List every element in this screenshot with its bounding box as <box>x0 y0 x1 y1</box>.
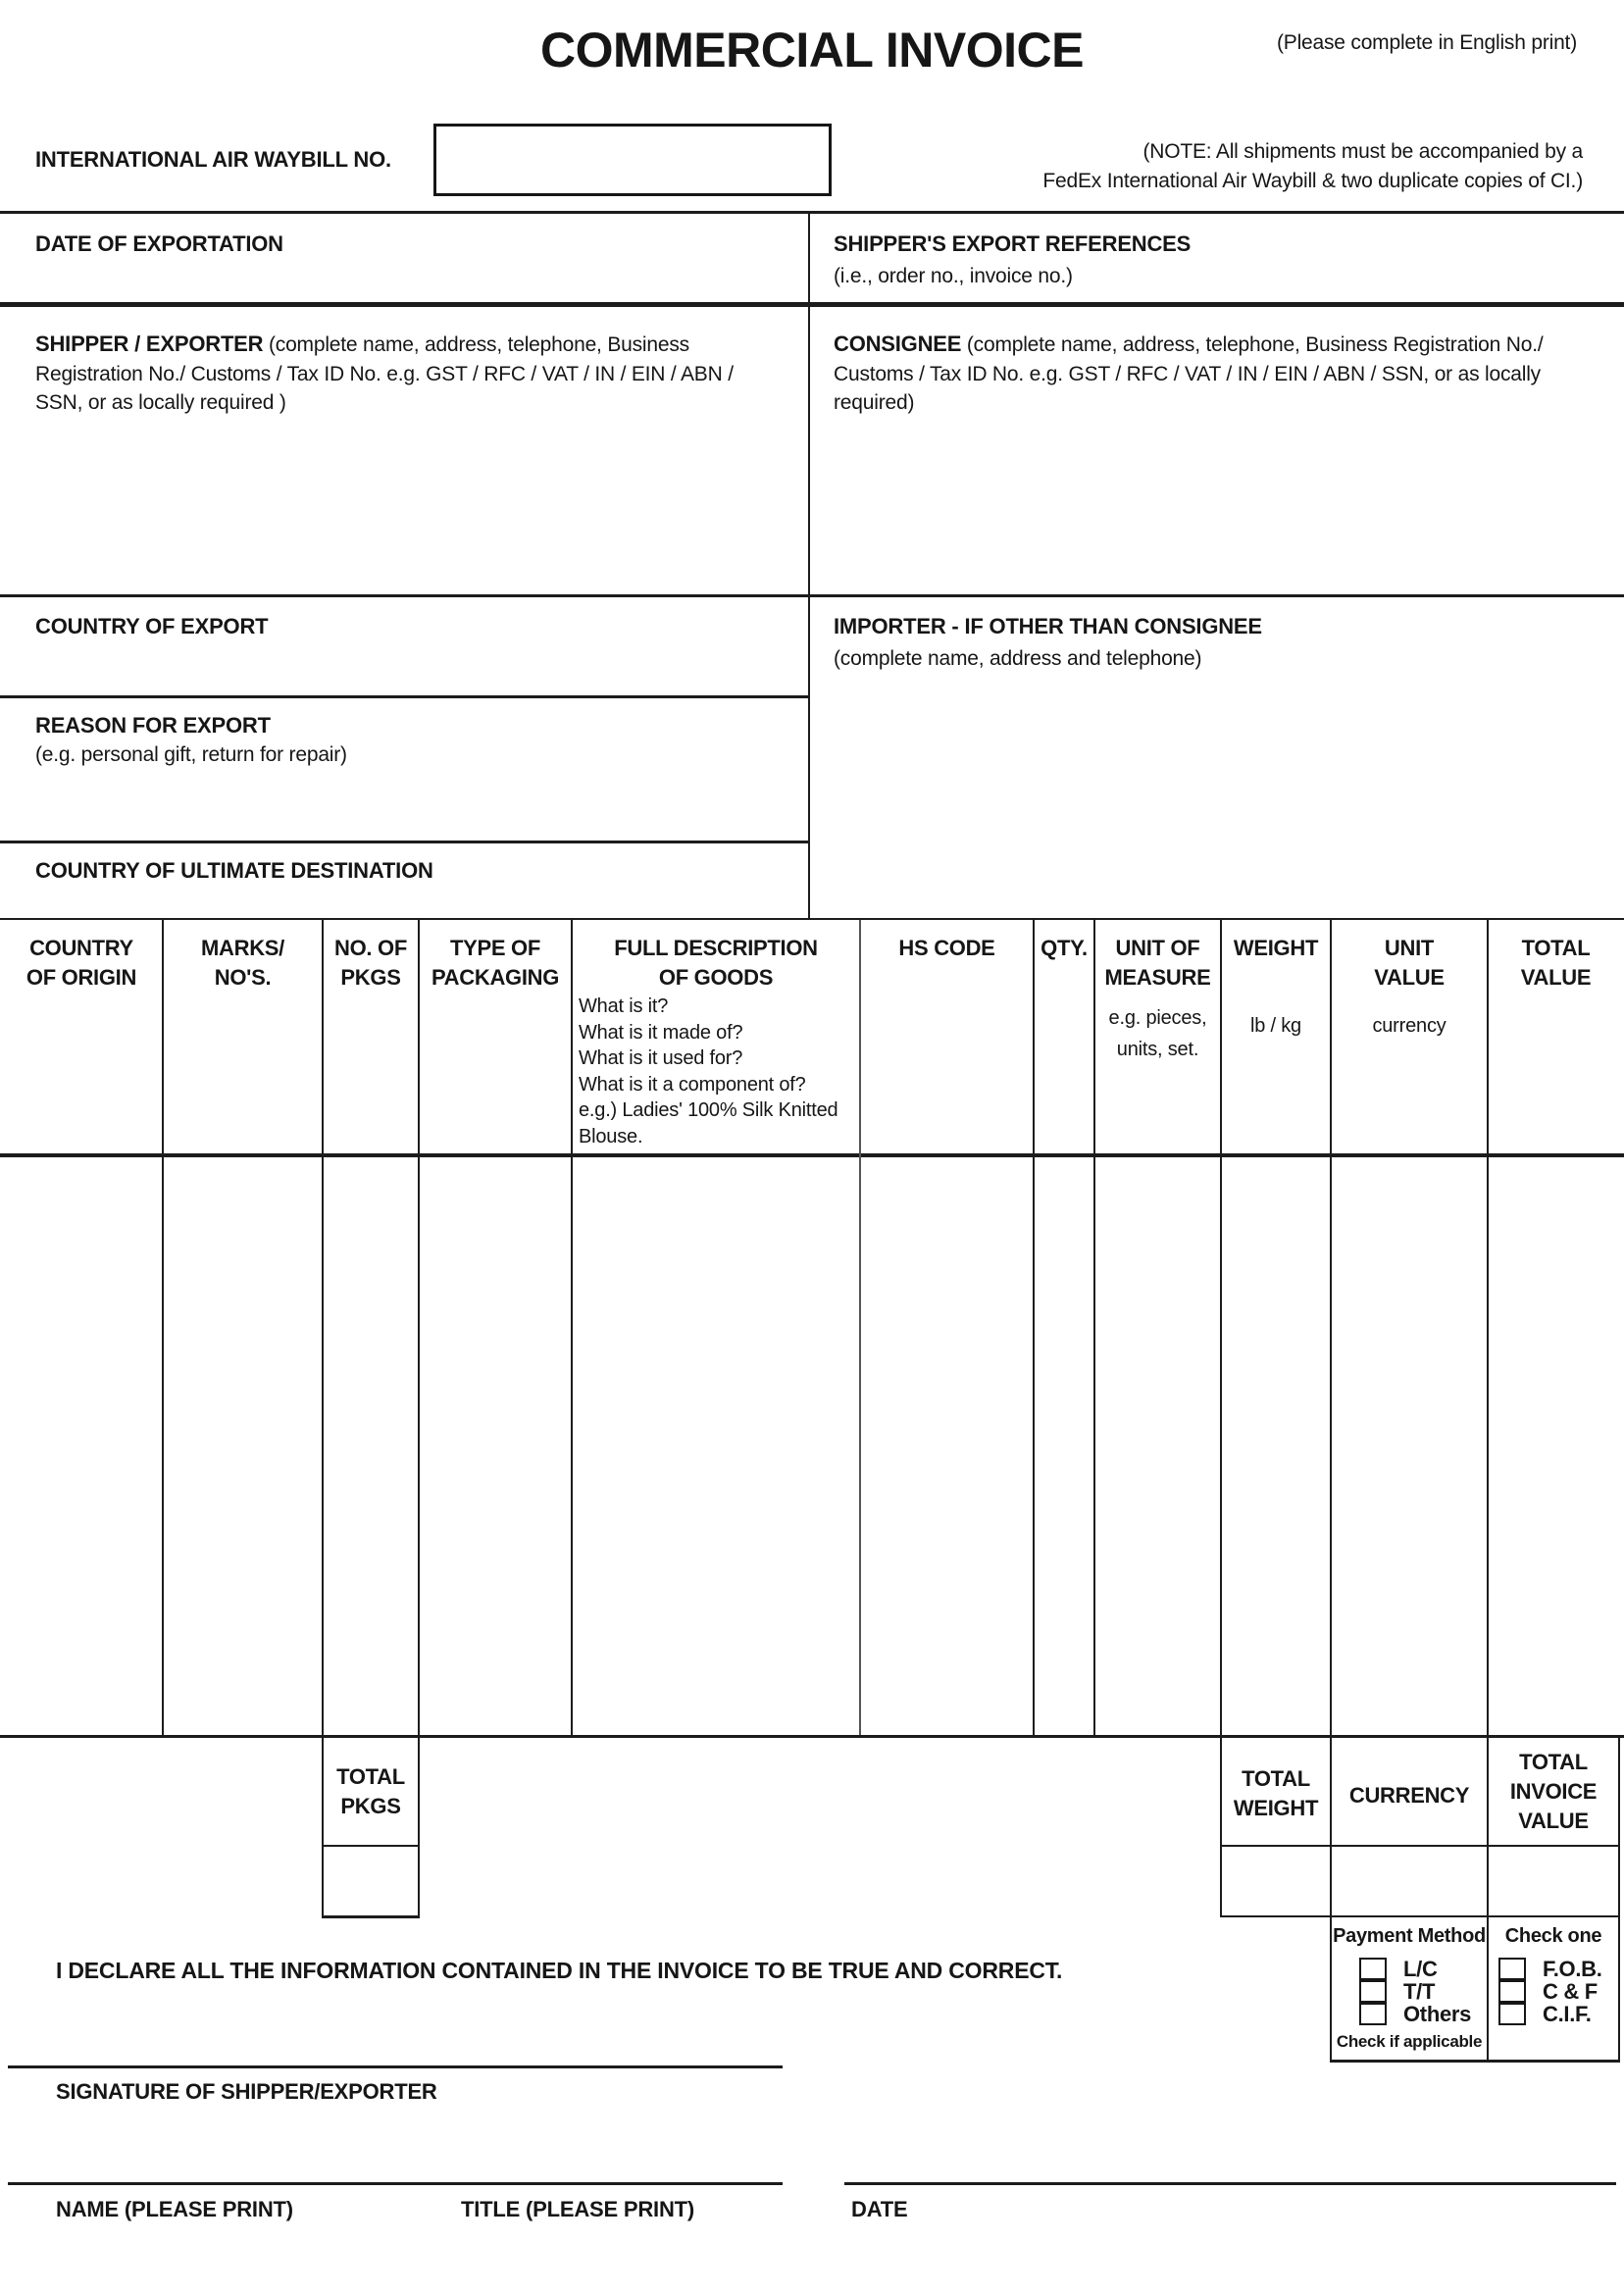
name-input[interactable] <box>8 2118 410 2181</box>
field-export-references[interactable] <box>812 214 1624 302</box>
importer-hint: (complete name, address and telephone) <box>834 647 1202 670</box>
total-pkgs-input[interactable] <box>324 1847 418 1915</box>
shipper-exporter-text <box>35 330 778 418</box>
tt-checkbox[interactable] <box>1359 1980 1387 2003</box>
center-divider <box>808 214 810 918</box>
total-invoice-value-label: TOTAL INVOICE VALUE <box>1509 1750 1598 1833</box>
col-unit-of-measure: UNIT OF MEASURE <box>1104 936 1211 990</box>
signature-label: SIGNATURE OF SHIPPER/EXPORTER <box>56 2079 437 2104</box>
unit-value-hint: currency <box>1372 1015 1446 1037</box>
unit-of-measure-hint: e.g. pieces, units, set. <box>1108 1007 1207 1060</box>
body-unit-of-measure-input[interactable] <box>1095 1158 1220 1733</box>
body-total-value-input[interactable] <box>1489 1158 1624 1733</box>
page-title: COMMERCIAL INVOICE <box>540 23 1084 77</box>
col-qty: QTY. <box>1040 936 1088 960</box>
body-no-of-pkgs-input[interactable] <box>324 1158 418 1733</box>
waybill-note <box>1042 137 1583 196</box>
col-marks-nos: MARKS/ NO'S. <box>201 936 284 990</box>
reason-for-export-hint: (e.g. personal gift, return for repair) <box>35 743 347 766</box>
tt-label: T/T <box>1403 1978 1436 2004</box>
consignee-label: CONSIGNEE <box>834 331 962 356</box>
check-if-applicable-note: Check if applicable <box>1336 2032 1483 2051</box>
col-total-value: TOTAL VALUE <box>1520 936 1592 990</box>
others-checkbox[interactable] <box>1359 2003 1387 2025</box>
field-importer[interactable] <box>812 597 1624 918</box>
total-pkgs-label: TOTAL PKGS <box>336 1764 405 1818</box>
col-country-of-origin: COUNTRY OF ORIGIN <box>25 936 137 990</box>
others-label: Others <box>1403 2001 1472 2026</box>
ultimate-destination-label: COUNTRY OF ULTIMATE DESTINATION <box>35 858 433 883</box>
consignee-hint: (complete name, address, telephone, Business Registration No./ Customs / Tax ID No. e.g. GST / RFC / VAT / IN / EIN / ABN / SSN, or as locally required) <box>834 333 1544 414</box>
declaration-text: I DECLARE ALL THE INFORMATION CONTAINED IN THE INVOICE TO BE TRUE AND CORRECT. <box>56 1958 1063 1983</box>
body-weight-input[interactable] <box>1222 1158 1330 1733</box>
body-marks-nos-input[interactable] <box>164 1158 322 1733</box>
table-header-border <box>0 1153 1624 1157</box>
col-no-of-pkgs: NO. OF PKGS <box>334 936 407 990</box>
export-references-label: SHIPPER'S EXPORT REFERENCES <box>834 231 1192 256</box>
reason-for-export-label: REASON FOR EXPORT <box>35 713 271 738</box>
waybill-note-line2: FedEx International Air Waybill & two duplicate copies of CI.) <box>1042 170 1583 192</box>
lc-checkbox[interactable] <box>1359 1958 1387 1980</box>
field-reason-for-export[interactable] <box>0 698 806 841</box>
col-type-of-packaging: TYPE OF PACKAGING <box>431 936 560 990</box>
cf-label: C & F <box>1543 1978 1598 2004</box>
shipper-exporter-hint: (complete name, address, telephone, Business Registration No./ Customs / Tax ID No. e.g. GST / RFC / VAT / IN / EIN / ABN / SSN, or as locally required ) <box>35 333 734 414</box>
term-option-cif <box>1498 2003 1592 2025</box>
title-label: TITLE (PLEASE PRINT) <box>461 2197 695 2221</box>
payment-option-tt <box>1359 1980 1435 2003</box>
col-weight: WEIGHT <box>1233 936 1319 960</box>
field-shipper-exporter[interactable] <box>0 307 806 594</box>
field-date-of-exportation[interactable] <box>0 214 806 302</box>
currency-input[interactable] <box>1332 1847 1487 1915</box>
fob-label: F.O.B. <box>1543 1956 1602 1981</box>
waybill-note-line1: (NOTE: All shipments must be accompanied by a <box>1142 140 1583 163</box>
date-of-exportation-label: DATE OF EXPORTATION <box>35 231 283 256</box>
body-hs-code-input[interactable] <box>861 1158 1033 1733</box>
total-weight-input[interactable] <box>1222 1847 1330 1915</box>
table-top-border <box>0 918 1624 920</box>
total-invoice-value-input[interactable] <box>1489 1847 1618 1915</box>
waybill-number-input[interactable] <box>433 124 832 196</box>
fob-checkbox[interactable] <box>1498 1958 1526 1980</box>
field-country-of-export[interactable] <box>0 597 806 695</box>
payment-option-lc <box>1359 1958 1438 1980</box>
print-note: (Please complete in English print) <box>1276 31 1577 54</box>
date-input[interactable] <box>844 2118 1616 2181</box>
description-prompts: What is it? What is it made of? What is it used for? What is it a component of? e.g.) Ladies' 100% Silk Knitted Blouse. <box>579 995 838 1147</box>
waybill-label: INTERNATIONAL AIR WAYBILL NO. <box>35 147 391 172</box>
signature-input[interactable] <box>8 1991 783 2065</box>
col-unit-value: UNIT VALUE <box>1374 936 1445 990</box>
name-label: NAME (PLEASE PRINT) <box>56 2197 293 2221</box>
body-full-description-input[interactable] <box>573 1158 859 1733</box>
weight-hint: lb / kg <box>1250 1015 1301 1037</box>
payment-method-header: Payment Method <box>1333 1925 1486 1947</box>
field-ultimate-destination[interactable] <box>0 843 806 918</box>
cf-checkbox[interactable] <box>1498 1980 1526 2003</box>
name-title-line <box>8 2182 783 2185</box>
col-hs-code: HS CODE <box>898 936 995 960</box>
country-of-export-label: COUNTRY OF EXPORT <box>35 614 269 638</box>
export-references-hint: (i.e., order no., invoice no.) <box>834 265 1073 287</box>
field-consignee[interactable] <box>812 307 1624 594</box>
total-pkgs-bottom <box>322 1915 420 1918</box>
cif-label: C.I.F. <box>1543 2001 1592 2026</box>
cif-checkbox[interactable] <box>1498 2003 1526 2025</box>
date-line <box>844 2182 1616 2185</box>
lc-label: L/C <box>1403 1956 1438 1981</box>
body-qty-input[interactable] <box>1035 1158 1093 1733</box>
table-bottom-border <box>0 1735 1624 1738</box>
shipper-exporter-label: SHIPPER / EXPORTER <box>35 331 264 356</box>
col-full-description: FULL DESCRIPTION OF GOODS <box>614 936 818 990</box>
term-option-cf <box>1498 1980 1598 2003</box>
totals-bottom <box>1220 1915 1620 1917</box>
body-type-of-packaging-input[interactable] <box>420 1158 571 1733</box>
payment-option-others <box>1359 2003 1471 2025</box>
consignee-text <box>834 330 1594 418</box>
currency-label: CURRENCY <box>1348 1783 1470 1808</box>
check-one-header: Check one <box>1504 1925 1602 1947</box>
payment-box-bottom <box>1330 2060 1620 2063</box>
body-country-of-origin-input[interactable] <box>0 1158 162 1733</box>
importer-label: IMPORTER - IF OTHER THAN CONSIGNEE <box>834 614 1262 638</box>
date-label: DATE <box>851 2197 908 2221</box>
term-option-fob <box>1498 1958 1602 1980</box>
body-unit-value-input[interactable] <box>1332 1158 1487 1733</box>
title-input[interactable] <box>422 2118 783 2181</box>
total-weight-label: TOTAL WEIGHT <box>1233 1766 1319 1820</box>
signature-line <box>8 2065 783 2068</box>
